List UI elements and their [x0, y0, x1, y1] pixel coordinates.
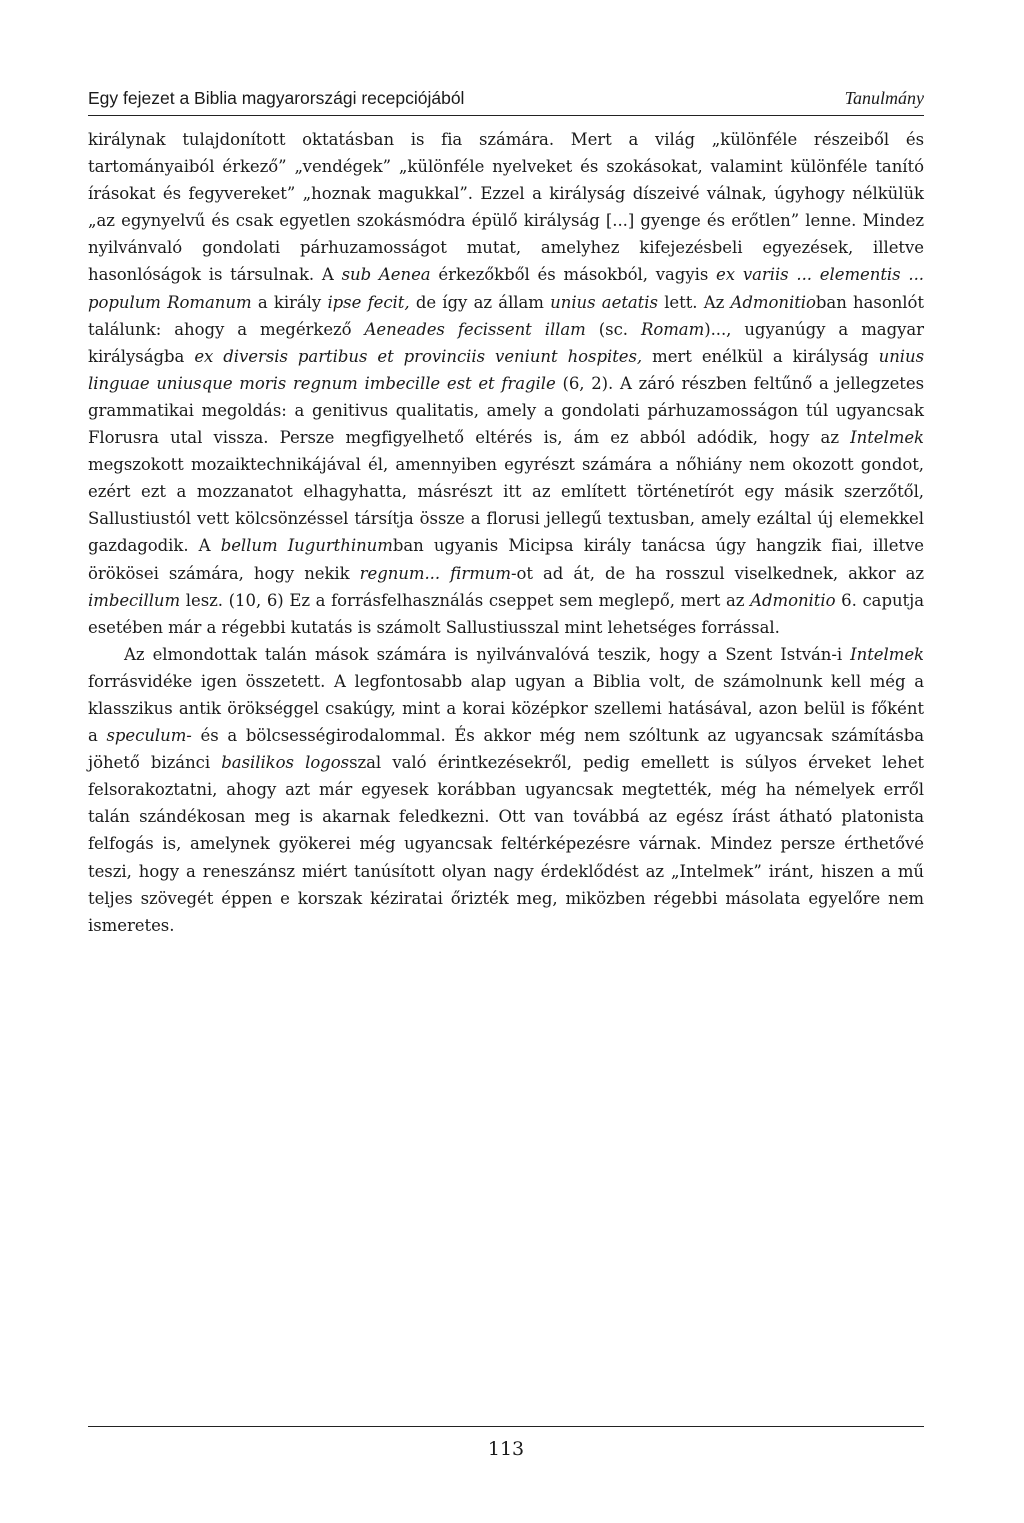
text-run: ban hasonlót találunk: ahogy a megérkező [88, 292, 924, 339]
italic-run: Admonitio [750, 590, 836, 610]
running-head-title: Egy fejezet a Biblia magyarországi recepciójából [88, 88, 465, 108]
footer-rule [88, 1426, 924, 1427]
running-head-section: Tanulmány [844, 88, 924, 108]
text-run: megszokott mozaiktechnikájával él, amennyiben egyrészt számára a nőhiány nem okozott gondot, ezért ezt a mozzanatot elhagyhatta, másrészt itt az említett történetírót egy másik szerzőtől, Sallustiustól vett kölcsönzéssel társítja össze a florusi jellegű textusban, amely ezáltal új elemekkel gazdagodik. A [88, 455, 924, 556]
italic-run: imbecillum [88, 590, 181, 610]
text-run: mert enélkül a királyság [642, 346, 879, 366]
body-text [88, 126, 924, 939]
text-run: -ot ad át, de ha rosszul viselkednek, akkor az [510, 563, 925, 583]
text-run: Az elmondottak talán mások számára is nyilvánvalóvá teszik, hogy a Szent István-i [124, 644, 851, 664]
text-run: a király [251, 292, 328, 312]
italic-run: basilikos logos [221, 753, 350, 773]
text-run: de így az állam [409, 292, 551, 312]
italic-run: Aeneades fecissent illam [364, 319, 586, 339]
italic-run: Intelmek [850, 428, 924, 448]
text-run: lett. Az [657, 292, 731, 312]
italic-run: ex variis ... elementis ... populum Romanum [88, 265, 924, 312]
document-page [88, 0, 924, 1523]
text-run: (sc. [585, 319, 641, 339]
italic-run: ex diversis partibus et provinciis veniunt hospites, [194, 346, 643, 366]
paragraph-2 [88, 641, 924, 939]
italic-run: regnum... firmum [359, 563, 511, 583]
text-run: forrásvidéke igen összetett. A legfontosabb alap ugyan a Biblia volt, de számolnunk kell még a klasszikus antik örökséggel csakúgy, mint a korai középkor szellemi hatásával, azon belül is főként a [88, 671, 924, 746]
text-run: 6. caputja esetében már a régebbi kutatás is számolt Sallustiusszal mint lehetséges forrással. [88, 590, 924, 637]
italic-run: unius aetatis [550, 292, 658, 312]
text-run: szal való érintkezésekről, pedig emellett is súlyos érveket lehet felsorakoztatni, ahogy azt már egyesek korábban ugyancsak megtették, még ha némelyek erről talán szándékosan meg is akarnak feledkezni. Ott van továbbá az egész írást átható platonista felfogás is, amelynek gyökerei még ugyancsak feltérképezésre várnak. Mindez persze érthetővé teszi, hogy a reneszánsz miért tanúsított olyan nagy érdeklődést az „Intelmek” iránt, hiszen a mű teljes szövegét éppen e korszak kéziratai őrizték meg, miközben régebbi másolata egyelőre nem ismeretes. [88, 753, 924, 935]
text-run: és a bölcsességirodalommal. És akkor még nem szóltunk az ugyancsak számításba jöhető bizánci [88, 726, 924, 773]
italic-run: speculum- [106, 726, 192, 746]
italic-run: Intelmek [850, 644, 924, 664]
paragraph-1 [88, 126, 924, 641]
italic-run: unius linguae uniusque moris regnum imbecille est et fragile [88, 346, 925, 393]
text-run: )..., ugyanúgy a magyar királyságba [88, 319, 924, 366]
text-run: (6, 2). A záró részben feltűnő a jellegzetes grammatikai megoldás: a genitivus qualitatis, amely a gondolati párhuzamosságon túl ugyancsak Florusra utal vissza. Persze megfigyelhető eltérés is, ám ez abból adódik, hogy az [88, 373, 924, 448]
italic-run: bellum Iugurthinum [220, 536, 393, 556]
italic-run: Admonitio [730, 292, 816, 312]
header-rule [88, 115, 924, 116]
text-run: királynak tulajdonított oktatásban is fia számára. Mert a világ „különféle részeiből és tartományaiból érkező” „vendégek” „különféle nyelveket és szokásokat, valamint különféle tanító írásokat és fegyvereket” „hoznak magukkal”. Ezzel a királyság díszeivé válnak, úgyhogy nélkülük „az egynyelvű és csak egyetlen szokásmódra épülő királyság [...] gyenge és erőtlen” lenne. Mindez nyilvánvaló gondolati párhuzamosságot mutat, amelyhez kifejezésbeli egyezések, illetve hasonlóságok is társulnak. A [88, 130, 924, 285]
text-run: érkezőkből és másokból, vagyis [430, 265, 717, 285]
page-number: 113 [487, 1438, 525, 1460]
text-run: ban ugyanis Micipsa király tanácsa úgy hangzik fiai, illetve örökösei számára, hogy nekik [88, 536, 925, 583]
italic-run: sub Aenea [341, 265, 431, 285]
text-run: lesz. (10, 6) Ez a forrásfelhasználás cseppet sem meglepő, mert az [180, 590, 751, 610]
italic-run: ipse fecit, [327, 292, 410, 312]
italic-run: Romam [640, 319, 705, 339]
running-head [88, 88, 924, 109]
